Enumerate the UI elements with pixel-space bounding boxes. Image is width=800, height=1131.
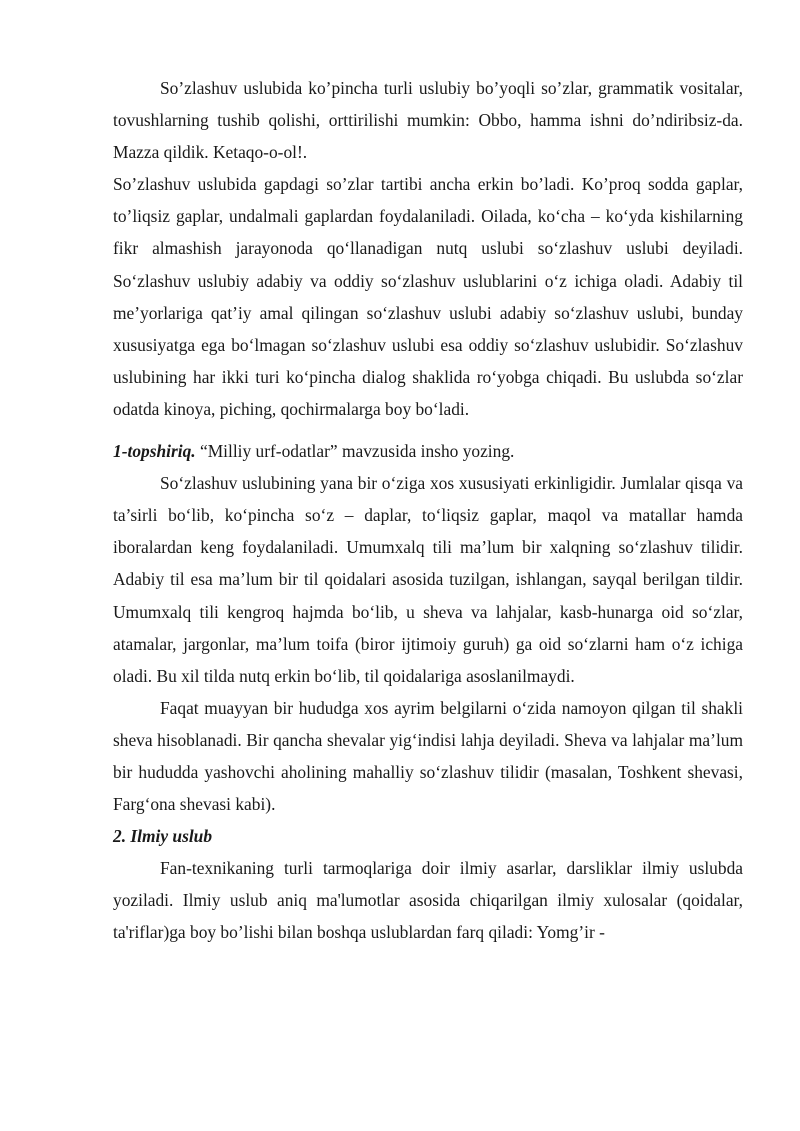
paragraph-5: Fan-texnikaning turli tarmoqlariga doir ilmiy asarlar, darsliklar ilmiy uslubda yoziladi. Ilmiy uslub aniq ma'lumotlar asosida chiqarilgan ilmiy xulosalar (qoidalar, ta'riflar)ga boy bo’lishi bilan boshqa uslublardan farq qiladi: Yomg’ir -	[113, 858, 743, 943]
task-paragraph	[113, 435, 743, 467]
task-label: 1-topshiriq.	[113, 441, 196, 462]
paragraph-4: Faqat muayyan bir hududga xos ayrim belgilarni o‘zida namoyon qilgan til shakli sheva hisoblanadi. Bir qancha shevalar yig‘indisi lahja deyiladi. Sheva va lahjalar ma’lum bir hududda yashovchi aholining mahalliy so‘zlashuv tilidir (masalan, Toshkent shevasi, Farg‘ona shevasi kabi).	[113, 697, 743, 815]
paragraph-1: So’zlashuv uslubida ko’pincha turli uslubiy bo’yoqli so’zlar, grammatik vositalar, tovushlarning tushib qolishi, orttirilishi mumkin: Obbo, hamma ishni do’ndiribsiz-da. Mazza qildik. Ketaqo-o-ol!.	[113, 78, 743, 163]
task-text: “Milliy urf-odatlar” mavzusida insho yozing.	[195, 441, 515, 462]
document-body	[113, 72, 743, 949]
paragraph-3: So‘zlashuv uslubining yana bir o‘ziga xos xususiyati erkinligidir. Jumlalar qisqa va ta’sirli bo‘lib, ko‘pincha so‘z – daplar, to‘liqsiz gaplar, maqol va matallar hamda iboralardan keng foydalaniladi. Umumxalq tili ma’lum bir xalqning so‘zlashuv tilidir. Adabiy til esa ma’lum bir til qoidalari asosida tuzilgan, ishlangan, sayqal berilgan tildir. Umumxalq tili kengroq hajmda bo‘lib, u sheva va lahjalar, kasb-hunarga oid so‘zlar, atamalar, jargonlar, ma’lum toifa (biror ijtimoiy guruh) ga oid so‘zlarni ham o‘z ichiga oladi. Bu xil tilda nutq erkin bo‘lib, til qoidalariga asoslanilmaydi.	[113, 473, 743, 686]
section-heading: 2. Ilmiy uslub	[113, 826, 213, 847]
paragraph-2: So’zlashuv uslubida gapdagi so’zlar tartibi ancha erkin bo’ladi. Ko’proq sodda gaplar, to’liqsiz gaplar, undalmali gaplardan foydalaniladi. Oilada, ko‘cha – ko‘yda kishilarning fikr almashish jarayonoda qo‘llanadigan nutq uslubi so‘zlashuv uslubi deyiladi. So‘zlashuv uslubiy adabiy va oddiy so‘zlashuv uslublarini o‘z ichiga oladi. Adabiy til me’yorlariga qat’iy amal qilingan so‘zlashuv uslubi adabiy so‘zlashuv uslubi, bunday xususiyatga ega bo‘lmagan so‘zlashuv uslubi esa oddiy so‘zlashuv uslubidir. So‘zlashuv uslubining har ikki turi ko‘pincha dialog shaklida ro‘yobga chiqadi. Bu uslubda so‘zlar odatda kinoya, piching, qochirmalarga boy bo‘ladi.	[113, 174, 743, 419]
